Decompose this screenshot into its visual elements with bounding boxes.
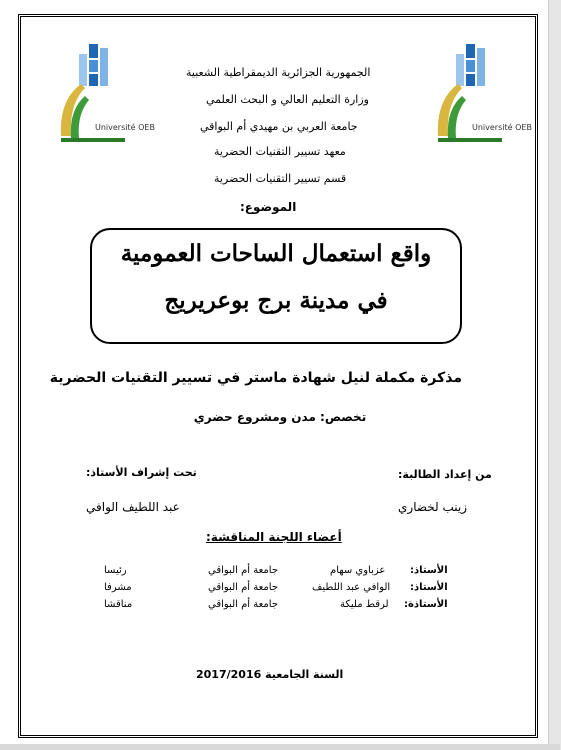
header-line-republic: الجمهورية الجزائرية الديمقراطية الشعبية: [186, 66, 371, 79]
prepared-by-label: من إعداد الطالبة:: [398, 468, 492, 481]
university-logo-left: [55, 40, 155, 150]
title-line-1: واقع استعمال الساحات العمومية: [120, 240, 432, 267]
member-title: الأستاذة:: [404, 599, 448, 610]
specialty: تخصص: مدن ومشروع حضري: [193, 410, 367, 424]
header-line-institute: معهد تسيير التقنيات الحضرية: [214, 145, 346, 158]
committee-title: أعضاء اللجنة المناقشة:: [206, 530, 342, 544]
member-role: مناقشا: [104, 599, 133, 610]
member-name: الوافي عبد اللطيف: [312, 582, 391, 593]
member-university: جامعة أم البواقي: [208, 599, 278, 610]
member-name: لرقط مليكة: [340, 599, 389, 610]
member-university: جامعة أم البواقي: [208, 582, 278, 593]
university-logo-right: [432, 40, 532, 150]
member-title: الأستاذ:: [410, 582, 448, 593]
member-university: جامعة أم البواقي: [208, 565, 278, 576]
header-line-university: جامعة العربي بن مهيدي أم البواقي: [200, 120, 358, 133]
logo-text: Université OEB: [95, 123, 155, 132]
header-line-ministry: وزارة التعليم العالي و البحث العلمي: [206, 93, 369, 106]
memo-description: مذكرة مكملة لنيل شهادة ماستر في تسيير التقنيات الحضرية: [49, 370, 462, 386]
scroll-edge: [548, 0, 561, 750]
member-name: عزباوي سهام: [330, 565, 386, 576]
subject-label: الموضوع:: [240, 200, 297, 214]
supervisor-label: تحت إشراف الأستاذ:: [86, 466, 197, 479]
student-name: زينب لخضاري: [398, 500, 468, 514]
logo-text: Université OEB: [472, 123, 532, 132]
member-title: الأستاذ:: [410, 565, 448, 576]
member-role: رئيسا: [104, 565, 127, 576]
title-line-2: في مدينة برج بوعريريج: [164, 287, 388, 314]
academic-year: السنة الجامعية 2017/2016: [196, 668, 344, 681]
bottom-edge: [0, 744, 560, 750]
title-box: [90, 228, 462, 344]
member-role: مشرفا: [104, 582, 132, 593]
header-line-department: قسم تسيير التقنيات الحضرية: [214, 172, 347, 185]
supervisor-name: عبد اللطيف الوافي: [86, 500, 180, 514]
